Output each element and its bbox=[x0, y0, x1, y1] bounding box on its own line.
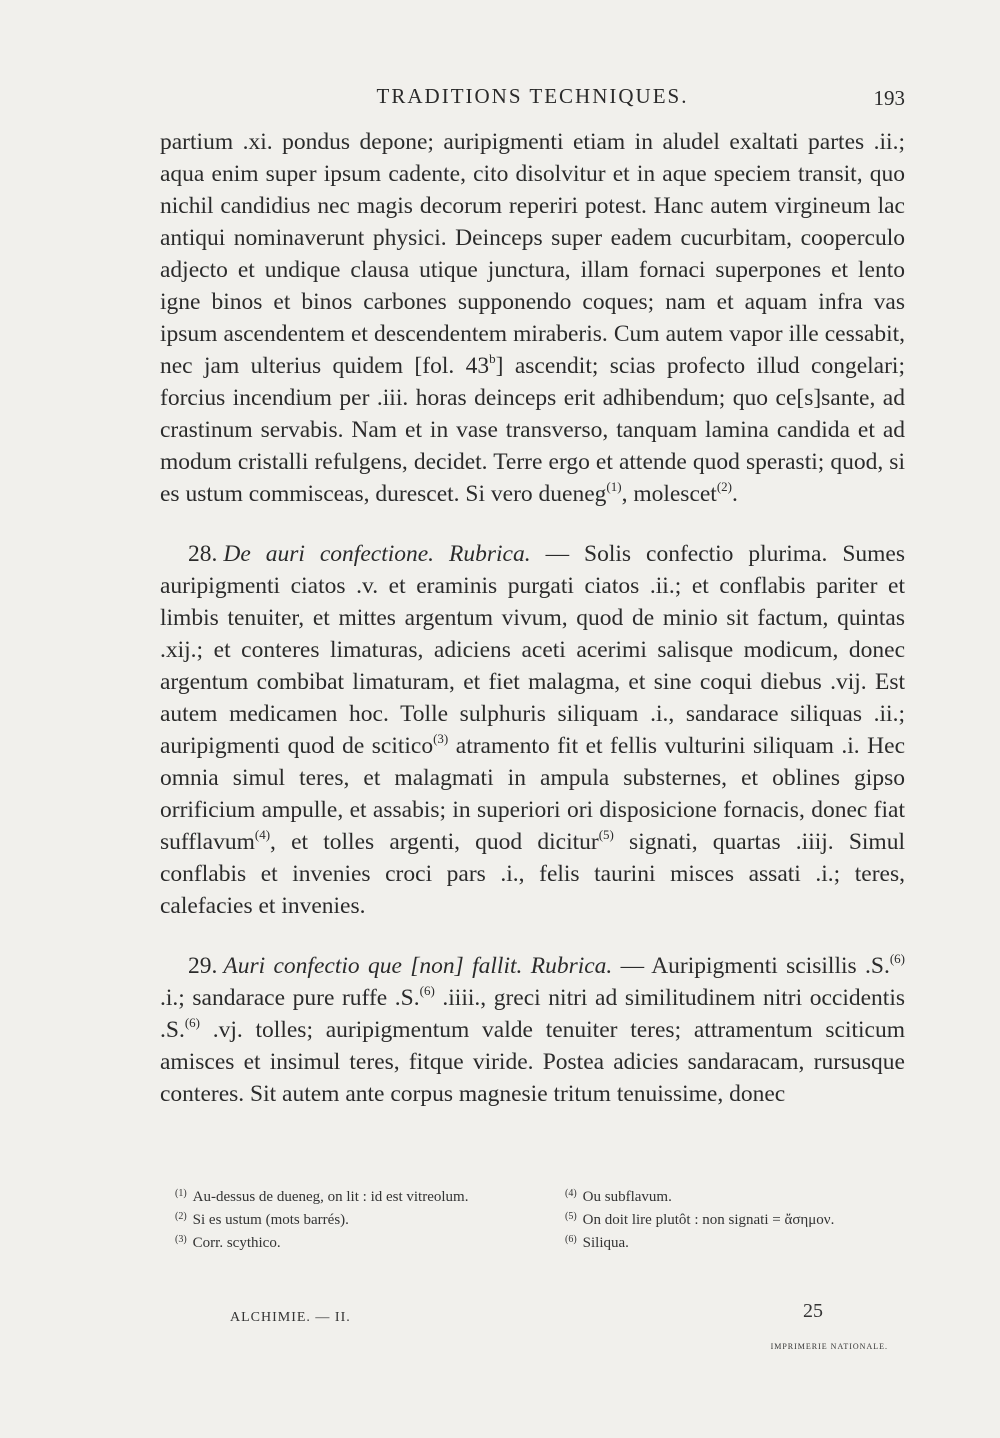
footnote-ref[interactable]: (5) bbox=[598, 827, 614, 842]
footnote bbox=[175, 1186, 535, 1209]
section-number: 28. bbox=[188, 541, 218, 567]
section-number: 29. bbox=[188, 953, 218, 979]
text-run: . bbox=[732, 481, 738, 507]
paragraph-28 bbox=[160, 538, 905, 922]
footnote-mark: (5) bbox=[565, 1211, 577, 1222]
text-run: signati, quartas .iiij. Simul conflabis et invenies croci pars .i., felis taurini misces assati .i.; teres, calefacies et invenies. bbox=[160, 829, 905, 919]
body-text bbox=[160, 126, 905, 1110]
footnote bbox=[565, 1186, 930, 1209]
footnote-mark: (1) bbox=[175, 1188, 187, 1199]
text-run: .i.; sandarace pure ruffe .S. bbox=[160, 985, 420, 1011]
footnote-ref[interactable]: (6) bbox=[889, 951, 905, 966]
running-head bbox=[160, 84, 905, 118]
footnote bbox=[175, 1232, 535, 1255]
footnote-mark: (6) bbox=[565, 1234, 577, 1245]
footnote-text: On doit lire plutôt : non signati = ἄσημον. bbox=[582, 1212, 835, 1228]
footnote-mark: (3) bbox=[175, 1234, 187, 1245]
running-title: TRADITIONS TECHNIQUES. bbox=[376, 84, 689, 108]
footnotes-right-column bbox=[565, 1186, 930, 1255]
section-title: De auri confectione. Rubrica. bbox=[223, 541, 531, 567]
footer-press: IMPRIMERIE NATIONALE. bbox=[770, 1342, 888, 1351]
footnote bbox=[175, 1209, 535, 1232]
text-run: partium .xi. pondus depone; auripigmenti etiam in aludel exaltati partes .ii.; aqua enim super ipsum cadente, cito disolvitur et in aque speciem transit, quo nichil candidius nec magis decorum reperiri potest. Hanc autem virgineum lac antiqui nominaverunt physici. Deinceps super eadem cucurbitam, cooperculo adjecto et undique clausa utique junctura, illam fornaci superpones et lento igne binos et binos carbones supponendo coques; nam et aquam infra vas ipsum ascendentem et descendentem miraberis. Cum autem vapor ille cessabit, nec jam ulterius quidem [fol. 43 bbox=[160, 129, 905, 379]
text-run: — Auripigmenti scisillis .S. bbox=[612, 953, 890, 979]
footnote-ref[interactable]: (6) bbox=[419, 983, 435, 998]
footnote-ref[interactable]: (6) bbox=[184, 1015, 200, 1030]
footnotes-left-column bbox=[175, 1186, 535, 1255]
footer-volume: ALCHIMIE. — II. bbox=[230, 1310, 351, 1325]
footer-signature: 25 bbox=[803, 1300, 823, 1322]
text-run: .vj. tolles; auripigmentum valde tenuiter teres; attramentum sciticum amisces et insimul teres, fitque viride. Postea adicies sandaracam, rursusque conteres. Sit autem ante corpus magnesie tritum tenuissime, donec bbox=[160, 1017, 905, 1107]
text-run: atramento fit et fellis vulturini siliquam .i. Hec omnia simul teres, et malagmati in ampula substernes, et oblines gipso orrificium ampulle, et assabis; in superiori ori disposicione fornacis, donec fiat sufflavum bbox=[160, 733, 906, 855]
text-run: .iiii., greci nitri ad similitudinem nitri occidentis .S. bbox=[160, 985, 905, 1043]
text-run: — Solis confectio plurima. Sumes auripigmenti ciatos .v. et eraminis purgati ciatos .ii.; et conflabis pariter et limbis tenuiter, et mittes argentum vivum, quod de minio sit factum, quintas .xij.; et conteres limaturas, adiciens aceti acerimi salisque modicum, donec argentum combibat limaturam, et fiet malagma, et sine coqui diebus .vij. Est autem medicamen hoc. Tolle sulphuris siliquam .i., sandarace siliquas .ii.; auripigmenti quod de scitico bbox=[160, 541, 905, 759]
section-title: Auri confectio que [non] fallit. Rubrica. bbox=[223, 953, 613, 979]
text-run: , molescet bbox=[621, 481, 717, 507]
footnote-text: Ou subflavum. bbox=[582, 1189, 672, 1205]
footnote bbox=[565, 1209, 930, 1232]
footnote-ref[interactable]: (1) bbox=[606, 479, 622, 494]
paragraph-29 bbox=[160, 950, 905, 1110]
footnote-text: Si es ustum (mots barrés). bbox=[192, 1212, 349, 1228]
footnote-mark: (4) bbox=[565, 1188, 577, 1199]
page-number: 193 bbox=[873, 86, 905, 110]
footnote-ref[interactable]: (3) bbox=[433, 731, 449, 746]
footnote-ref[interactable]: (2) bbox=[716, 479, 733, 494]
footnote bbox=[565, 1232, 930, 1255]
footnote-text: Au-dessus de dueneg, on lit : id est vitreolum. bbox=[192, 1189, 469, 1205]
text-run: , et tolles argenti, quod dicitur bbox=[270, 829, 599, 855]
footnote-text: Siliqua. bbox=[582, 1235, 629, 1251]
paragraph-continuation bbox=[160, 126, 905, 510]
footnote-ref[interactable]: (4) bbox=[254, 827, 271, 842]
superscript: b bbox=[489, 351, 496, 366]
text-run: ] ascendit; scias profecto illud congelari; forcius incendium per .iii. horas deinceps erit adhibendum; quo ce[s]sante, ad crastinum servabis. Nam et in vase transverso, tanquam lamina candida et ad modum cristalli refulgens, decidet. Terre ergo et attende quod sperasti; quod, si es ustum commisceas, durescet. Si vero dueneg bbox=[160, 353, 905, 507]
footnote-text: Corr. scythico. bbox=[192, 1235, 281, 1251]
footnote-mark: (2) bbox=[175, 1211, 187, 1222]
